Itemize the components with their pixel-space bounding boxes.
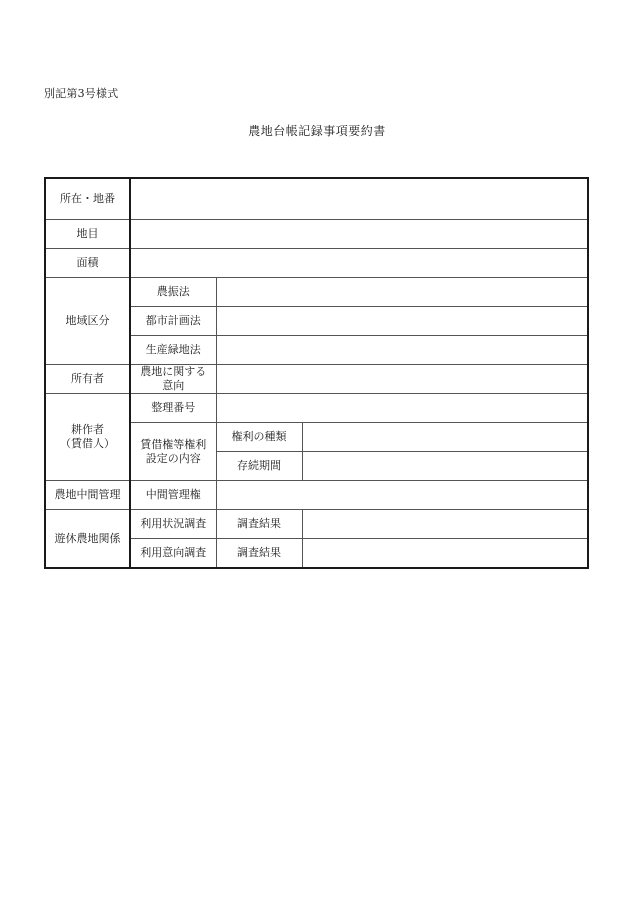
- cultivator-label-line2: （賃借人）: [60, 437, 115, 450]
- duration-value-cell: [302, 452, 588, 481]
- area-value-cell: [130, 249, 588, 278]
- table-row-intermediary: [45, 481, 588, 510]
- right-type-value-cell: [302, 423, 588, 452]
- farmland-promotion-law-label: 農振法: [130, 278, 216, 307]
- idle-farmland-label: 遊休農地関係: [45, 510, 130, 569]
- owner-label: 所有者: [45, 365, 130, 394]
- city-planning-law-label: 都市計画法: [130, 307, 216, 336]
- owner-intent-line1: 農地に関する: [140, 365, 207, 378]
- table-row-cultivator-number: [45, 394, 588, 423]
- intermediary-rights-label: 中間管理権: [130, 481, 216, 510]
- management-number-label: 整理番号: [130, 394, 216, 423]
- table-row-area: [45, 249, 588, 278]
- lease-rights-line1: 賃借権等権利: [140, 437, 207, 451]
- right-type-label: 権利の種類: [216, 423, 302, 452]
- usage-survey-result-label: 調査結果: [216, 510, 302, 539]
- duration-label: 存続期間: [216, 452, 302, 481]
- intent-survey-label: 利用意向調査: [130, 539, 216, 569]
- table-row-idle-usage-survey: [45, 510, 588, 539]
- intermediary-rights-value-cell: [216, 481, 588, 510]
- cultivator-label: [45, 394, 130, 481]
- table-row-owner: [45, 365, 588, 394]
- owner-intent-label: [130, 365, 216, 394]
- ledger-summary-table: [44, 177, 589, 569]
- table-row-zoning-farmland-promotion: [45, 278, 588, 307]
- lease-rights-line2: 設定の内容: [145, 451, 201, 465]
- farmland-promotion-law-value-cell: [216, 278, 588, 307]
- owner-intent-value-cell: [216, 365, 588, 394]
- zoning-label: 地域区分: [45, 278, 130, 365]
- intent-survey-result-value-cell: [302, 539, 588, 569]
- productive-green-land-law-label: 生産緑地法: [130, 336, 216, 365]
- form-number: 別記第3号様式: [44, 87, 119, 100]
- intermediary-label: 農地中間管理: [45, 481, 130, 510]
- productive-green-land-law-value-cell: [216, 336, 588, 365]
- location-value-cell: [130, 178, 588, 220]
- management-number-value-cell: [216, 394, 588, 423]
- owner-intent-line2: 意向: [162, 379, 185, 392]
- intent-survey-result-label: 調査結果: [216, 539, 302, 569]
- table-row-location: [45, 178, 588, 220]
- lease-rights-label: [130, 423, 216, 481]
- usage-survey-label: 利用状況調査: [130, 510, 216, 539]
- document-title: 農地台帳記録事項要約書: [248, 124, 386, 138]
- land-category-value-cell: [130, 220, 588, 249]
- usage-survey-result-value-cell: [302, 510, 588, 539]
- table-row-land-category: [45, 220, 588, 249]
- cultivator-label-line1: 耕作者: [71, 423, 104, 436]
- area-label: 面積: [45, 249, 130, 278]
- location-label: 所在・地番: [45, 178, 130, 220]
- land-category-label: 地目: [45, 220, 130, 249]
- city-planning-law-value-cell: [216, 307, 588, 336]
